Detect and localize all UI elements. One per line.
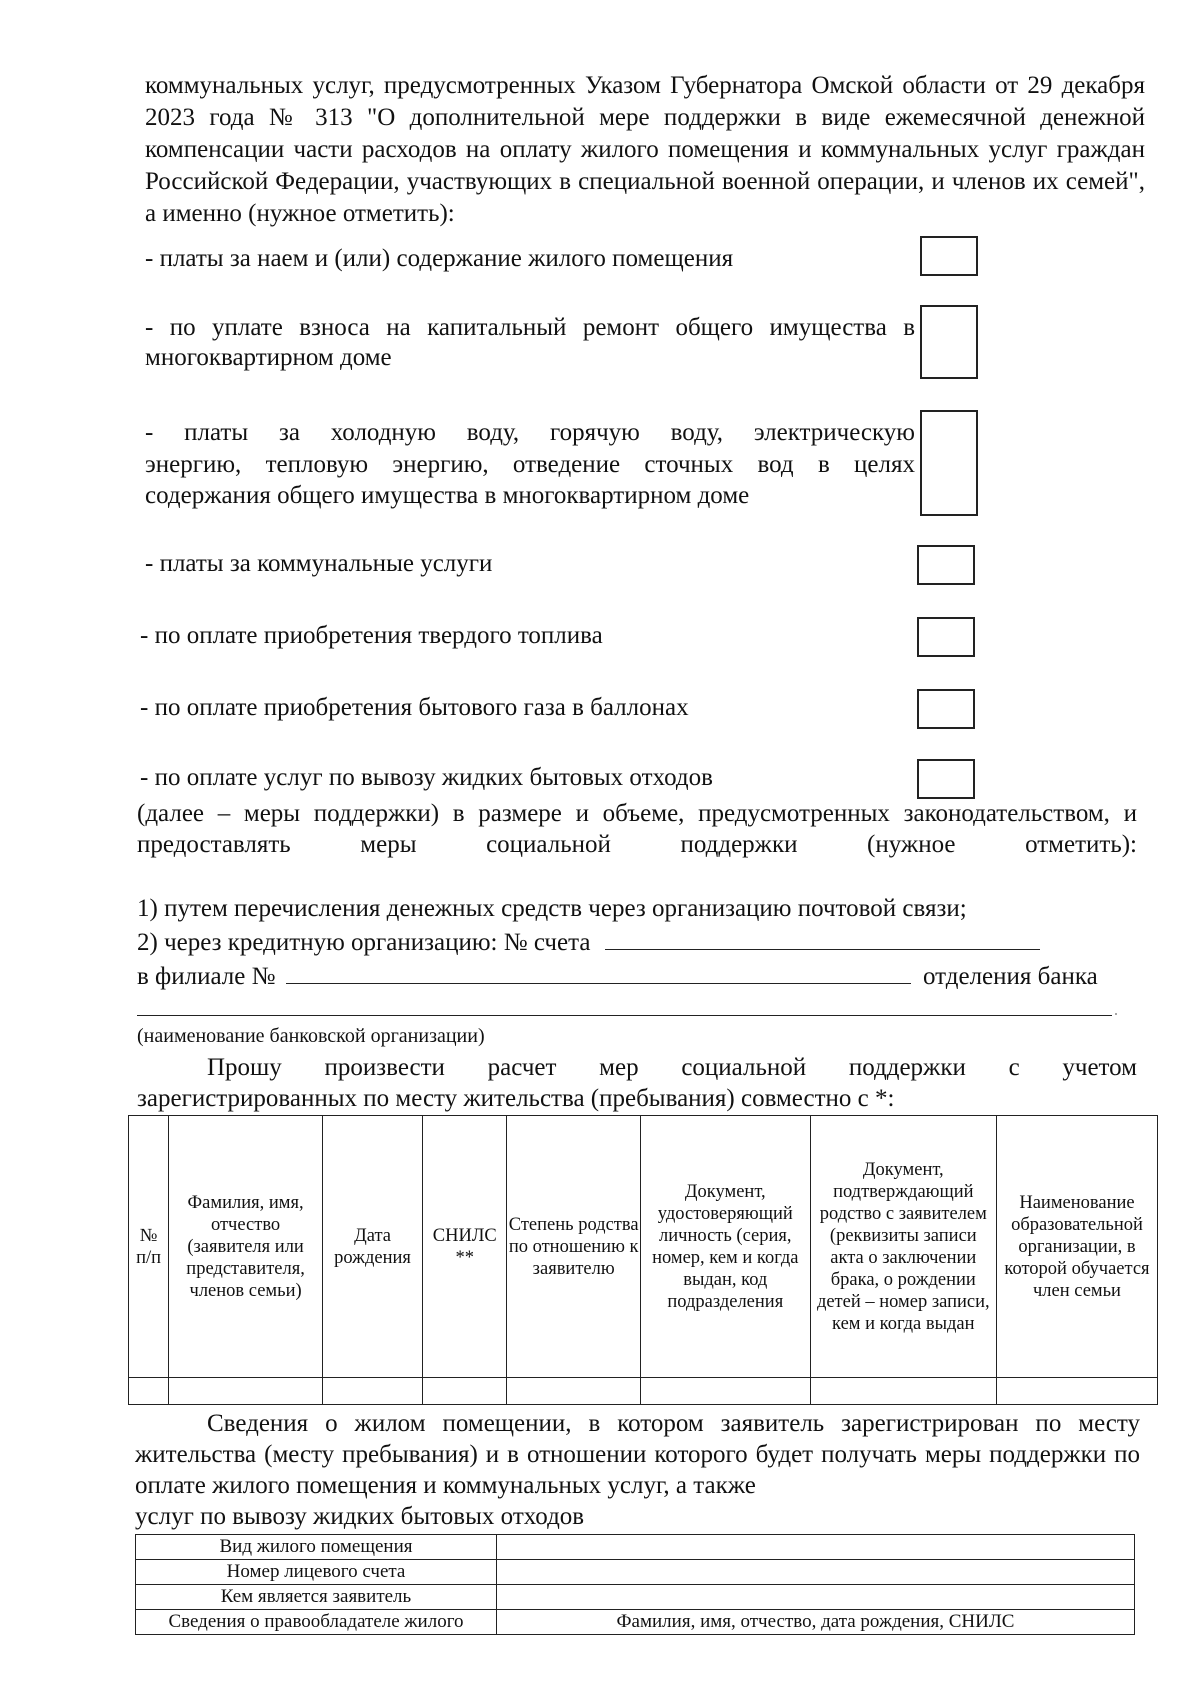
housing-value-applicant-role[interactable] bbox=[497, 1585, 1135, 1610]
col-number: № п/п bbox=[129, 1116, 169, 1378]
housing-label-account: Номер лицевого счета bbox=[136, 1560, 497, 1585]
checkbox-capital-repair[interactable] bbox=[920, 305, 978, 379]
housing-label-applicant-role: Кем является заявитель bbox=[136, 1585, 497, 1610]
option-capital-repair-line1: - по уплате взноса на капитальный ремонт общего имущества в bbox=[145, 314, 915, 341]
option-solid-fuel: - по оплате приобретения твердого топлива bbox=[140, 622, 603, 649]
account-number-field[interactable] bbox=[605, 925, 1040, 950]
col-kinship: Степень родства по отношению к заявителю bbox=[507, 1116, 640, 1378]
housing-intro-last: услуг по вывозу жидких бытовых отходов bbox=[135, 1503, 585, 1530]
cell-birth-date[interactable] bbox=[322, 1378, 422, 1405]
housing-value-type[interactable] bbox=[497, 1535, 1135, 1560]
option-capital-repair-line2: многоквартирном доме bbox=[145, 344, 392, 371]
branch-suffix: отделения банка bbox=[922, 963, 1098, 990]
option-utilities-common-line2: энергию, тепловую энергию, отведение сточных вод в целях bbox=[145, 451, 915, 478]
branch-label: в филиале № bbox=[137, 963, 276, 990]
col-full-name: Фамилия, имя, отчество (заявителя или представителя, членов семьи) bbox=[169, 1116, 323, 1378]
checkbox-gas-cylinders[interactable] bbox=[917, 689, 975, 729]
option-rent-maintenance: - платы за наем и (или) содержание жилого помещения bbox=[145, 245, 734, 272]
account-label: 2) через кредитную организацию: № счета bbox=[137, 929, 591, 956]
table-row bbox=[136, 1585, 1135, 1610]
payment-option-post: 1) путем перечисления денежных средств через организацию почтовой связи; bbox=[137, 895, 967, 922]
branch-number-field[interactable] bbox=[286, 959, 911, 984]
checkbox-rent-maintenance[interactable] bbox=[920, 236, 978, 276]
housing-intro: Сведения о жилом помещении, в котором заявитель зарегистрирован по месту жительства (месту пребывания) и в отношении которого будет получать меры поддержки по оплате жилого помещения и коммунальных услуг, а также bbox=[135, 1410, 1140, 1499]
col-snils: СНИЛС ** bbox=[423, 1116, 507, 1378]
option-liquid-waste: - по оплате услуг по вывозу жидких бытовых отходов bbox=[140, 764, 713, 791]
housing-value-owner[interactable]: Фамилия, имя, отчество, дата рождения, СНИЛС bbox=[497, 1610, 1135, 1635]
col-education-org: Наименование образовательной организации, в которой обучается член семьи bbox=[996, 1116, 1157, 1378]
checkbox-solid-fuel[interactable] bbox=[917, 617, 975, 657]
col-birth-date: Дата рождения bbox=[322, 1116, 422, 1378]
bank-name-field[interactable] bbox=[137, 1015, 1112, 1016]
option-utilities-common-line1: - платы за холодную воду, горячую воду, электрическую bbox=[145, 419, 915, 446]
checkbox-liquid-waste[interactable] bbox=[917, 759, 975, 799]
checkbox-communal-services[interactable] bbox=[917, 545, 975, 585]
branch-line bbox=[137, 959, 1098, 992]
housing-table bbox=[135, 1534, 1135, 1635]
request-line2: зарегистрированных по месту жительства (пребывания) совместно с *: bbox=[137, 1085, 895, 1112]
cell-number[interactable] bbox=[129, 1378, 169, 1405]
cell-kinship[interactable] bbox=[507, 1378, 640, 1405]
table-row bbox=[136, 1535, 1135, 1560]
bank-name-caption: (наименование банковской организации) bbox=[137, 1025, 485, 1047]
cell-education-org[interactable] bbox=[996, 1378, 1157, 1405]
members-table-header-row bbox=[129, 1116, 1158, 1378]
housing-value-account[interactable] bbox=[497, 1560, 1135, 1585]
support-paragraph: (далее – меры поддержки) в размере и объеме, предусмотренных законодательством, и предоставлять меры социальной поддержки (нужное отметить): bbox=[137, 800, 1137, 858]
col-kinship-document: Документ, подтверждающий родство с заявителем (реквизиты записи акта о заключении брака, о рождении детей – номер записи, кем и когда выдан bbox=[810, 1116, 996, 1378]
cell-identity-document[interactable] bbox=[640, 1378, 810, 1405]
option-communal-services: - платы за коммунальные услуги bbox=[145, 550, 493, 577]
request-line1: Прошу произвести расчет мер социальной поддержки с учетом bbox=[207, 1054, 1137, 1081]
cell-snils[interactable] bbox=[423, 1378, 507, 1405]
checkbox-utilities-common[interactable] bbox=[920, 410, 978, 516]
cell-full-name[interactable] bbox=[169, 1378, 323, 1405]
option-gas-cylinders: - по оплате приобретения бытового газа в баллонах bbox=[140, 694, 689, 721]
col-identity-document: Документ, удостоверяющий личность (серия, номер, кем и когда выдан, код подразделения bbox=[640, 1116, 810, 1378]
intro-paragraph: коммунальных услуг, предусмотренных Указом Губернатора Омской области от 29 декабря 2023 года № 313 "О дополнительной мере поддержки в виде ежемесячной денежной компенсации части расходов на оплату жилого помещения и коммунальных услуг граждан Российской Федерации, участвующих в специальной военной операции, и членов их семей", а именно (нужное отметить): bbox=[145, 72, 1145, 227]
option-utilities-common-line3: содержания общего имущества в многоквартирном доме bbox=[145, 482, 750, 509]
table-row bbox=[129, 1378, 1158, 1405]
housing-label-type: Вид жилого помещения bbox=[136, 1535, 497, 1560]
cell-kinship-document[interactable] bbox=[810, 1378, 996, 1405]
payment-option-bank bbox=[137, 925, 1040, 958]
housing-label-owner: Сведения о правообладателе жилого bbox=[136, 1610, 497, 1635]
period-mark bbox=[1115, 1013, 1117, 1015]
table-row bbox=[136, 1610, 1135, 1635]
members-table bbox=[128, 1115, 1158, 1405]
table-row bbox=[136, 1560, 1135, 1585]
